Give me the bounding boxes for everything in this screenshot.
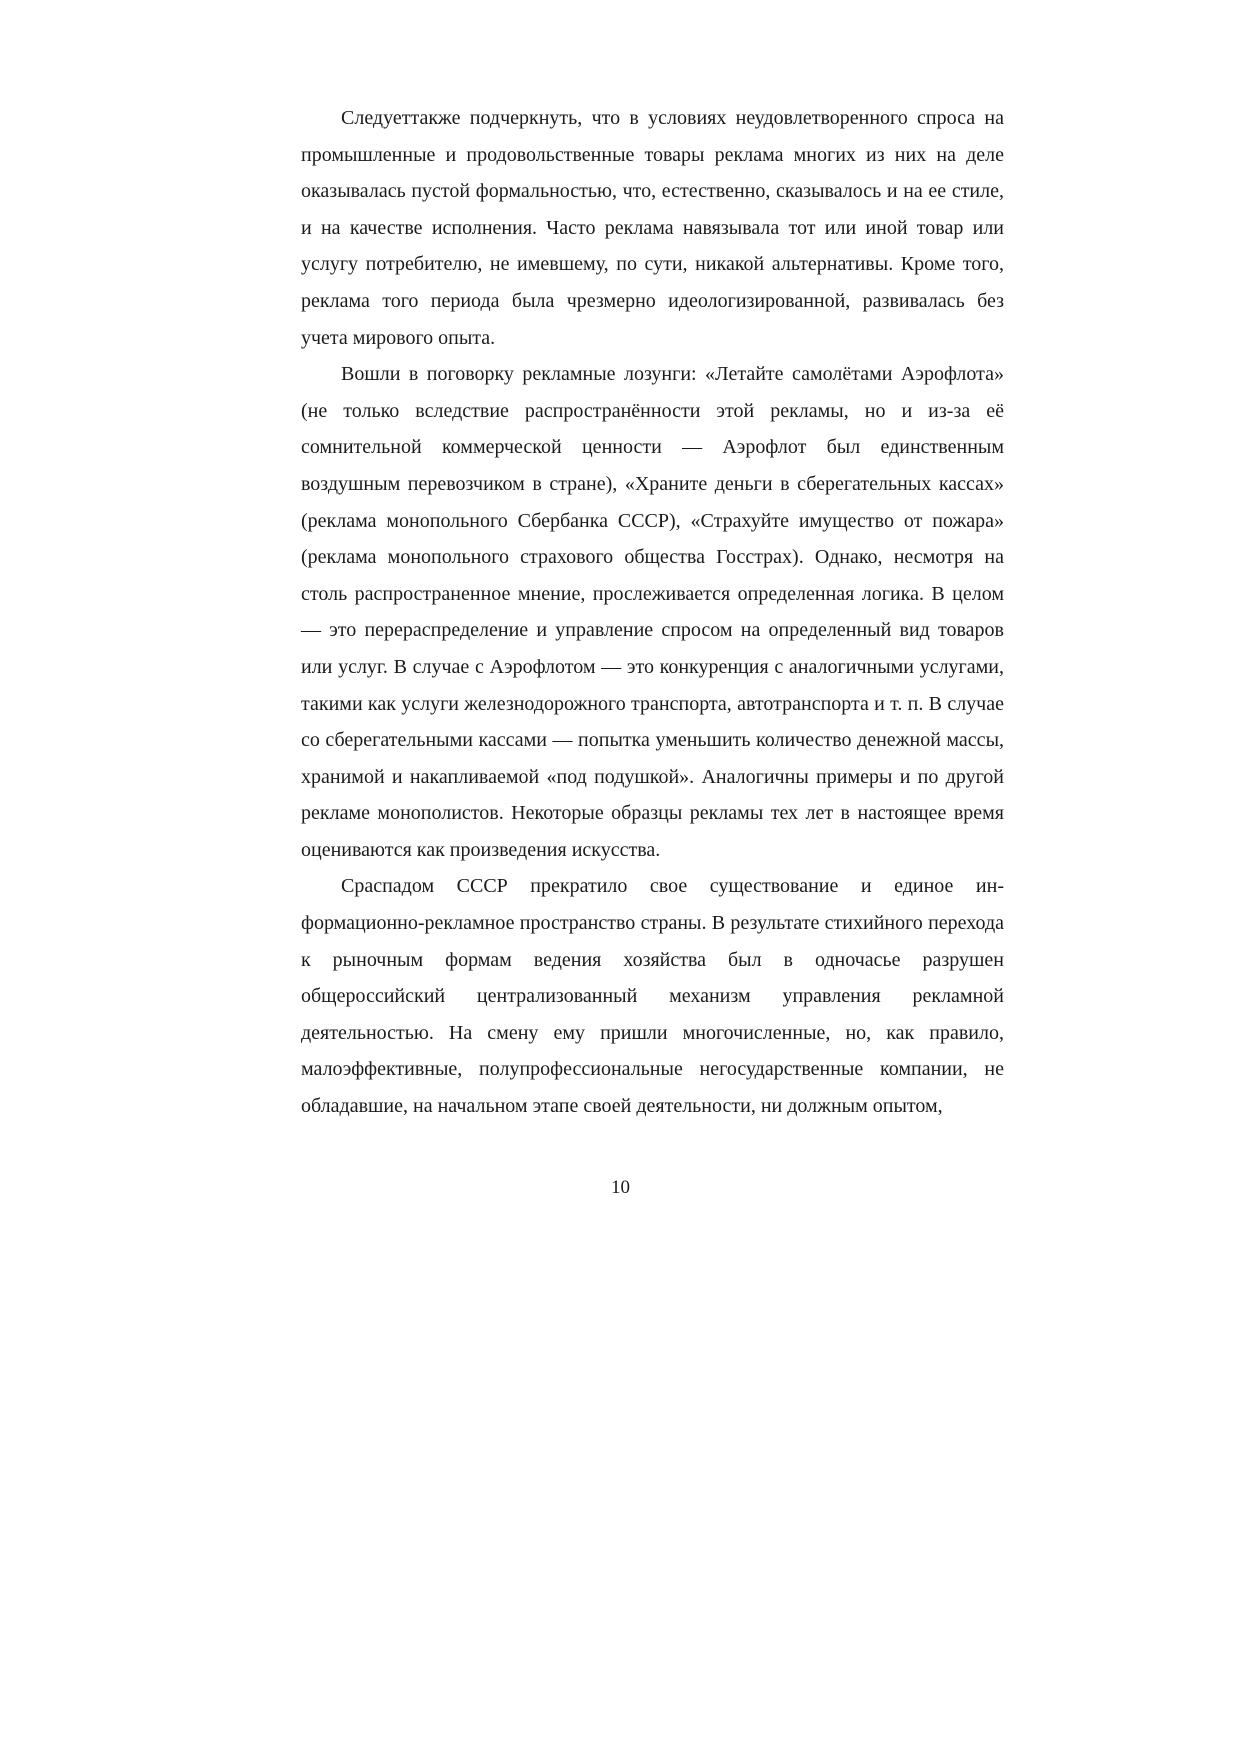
paragraph-1: Следуеттакже подчеркнуть, что в условиях неудовлетворенного спроса на промышленные и продовольственные товары реклама многих из них на деле оказывалась пустой формальностью, что, естественно, сказывалось и на ее стиле, и на качестве исполнения. Часто реклама навязывала тот или иной товар или услугу потребителю, не имевшему, по сути, никакой альтернативы. Кроме того, реклама того периода была чрезмерно идеологизированной, развивалась без учета мирового опыта.	[301, 107, 1004, 349]
page-number: 10	[611, 1177, 630, 1198]
body-text	[301, 100, 1004, 1125]
paragraph-2: Вошли в поговорку рекламные лозунги: «Летайте самолётами Аэрофлота» (не только вследствие распространённости этой рекламы, но и из-за её сомнительной коммерческой ценности — Аэрофлот был единственным воздушным перевозчиком в стране), «Храните деньги в сберегательных кассах» (реклама монопольного Сбербанка СССР), «Страхуйте имущество от пожара» (реклама монопольного страхового общества Госстрах). Однако, несмотря на столь распространенное мнение, прослеживается определенная логика. В целом — это перераспределение и управление спросом на определенный вид товаров или услуг. В случае с Аэрофлотом — это конкуренция с аналогичными услугами, такими как услуги железнодорожного транспорта, автотранспорта и т. п. В случае со сберегательными кассами — попытка уменьшить количество денежной массы, хранимой и накапливаемой «под подушкой». Аналогичны примеры и по другой рекламе монополистов. Некоторые образцы рекламы тех лет в настоящее время оцениваются как произведения искусства.	[301, 363, 1004, 861]
paragraph-3: Сраспадом СССР прекратило свое существование и единое ин-формационно-рекламное пространство страны. В результате стихийного перехода к рыночным формам ведения хозяйства был в одночасье разрушен общероссийский централизованный механизм управления рекламной деятельностью. На смену ему пришли многочисленные, но, как правило, малоэффективные, полупрофессиональные негосударственные компании, не обладавшие, на начальном этапе своей деятельности, ни должным опытом,	[301, 875, 1004, 1118]
